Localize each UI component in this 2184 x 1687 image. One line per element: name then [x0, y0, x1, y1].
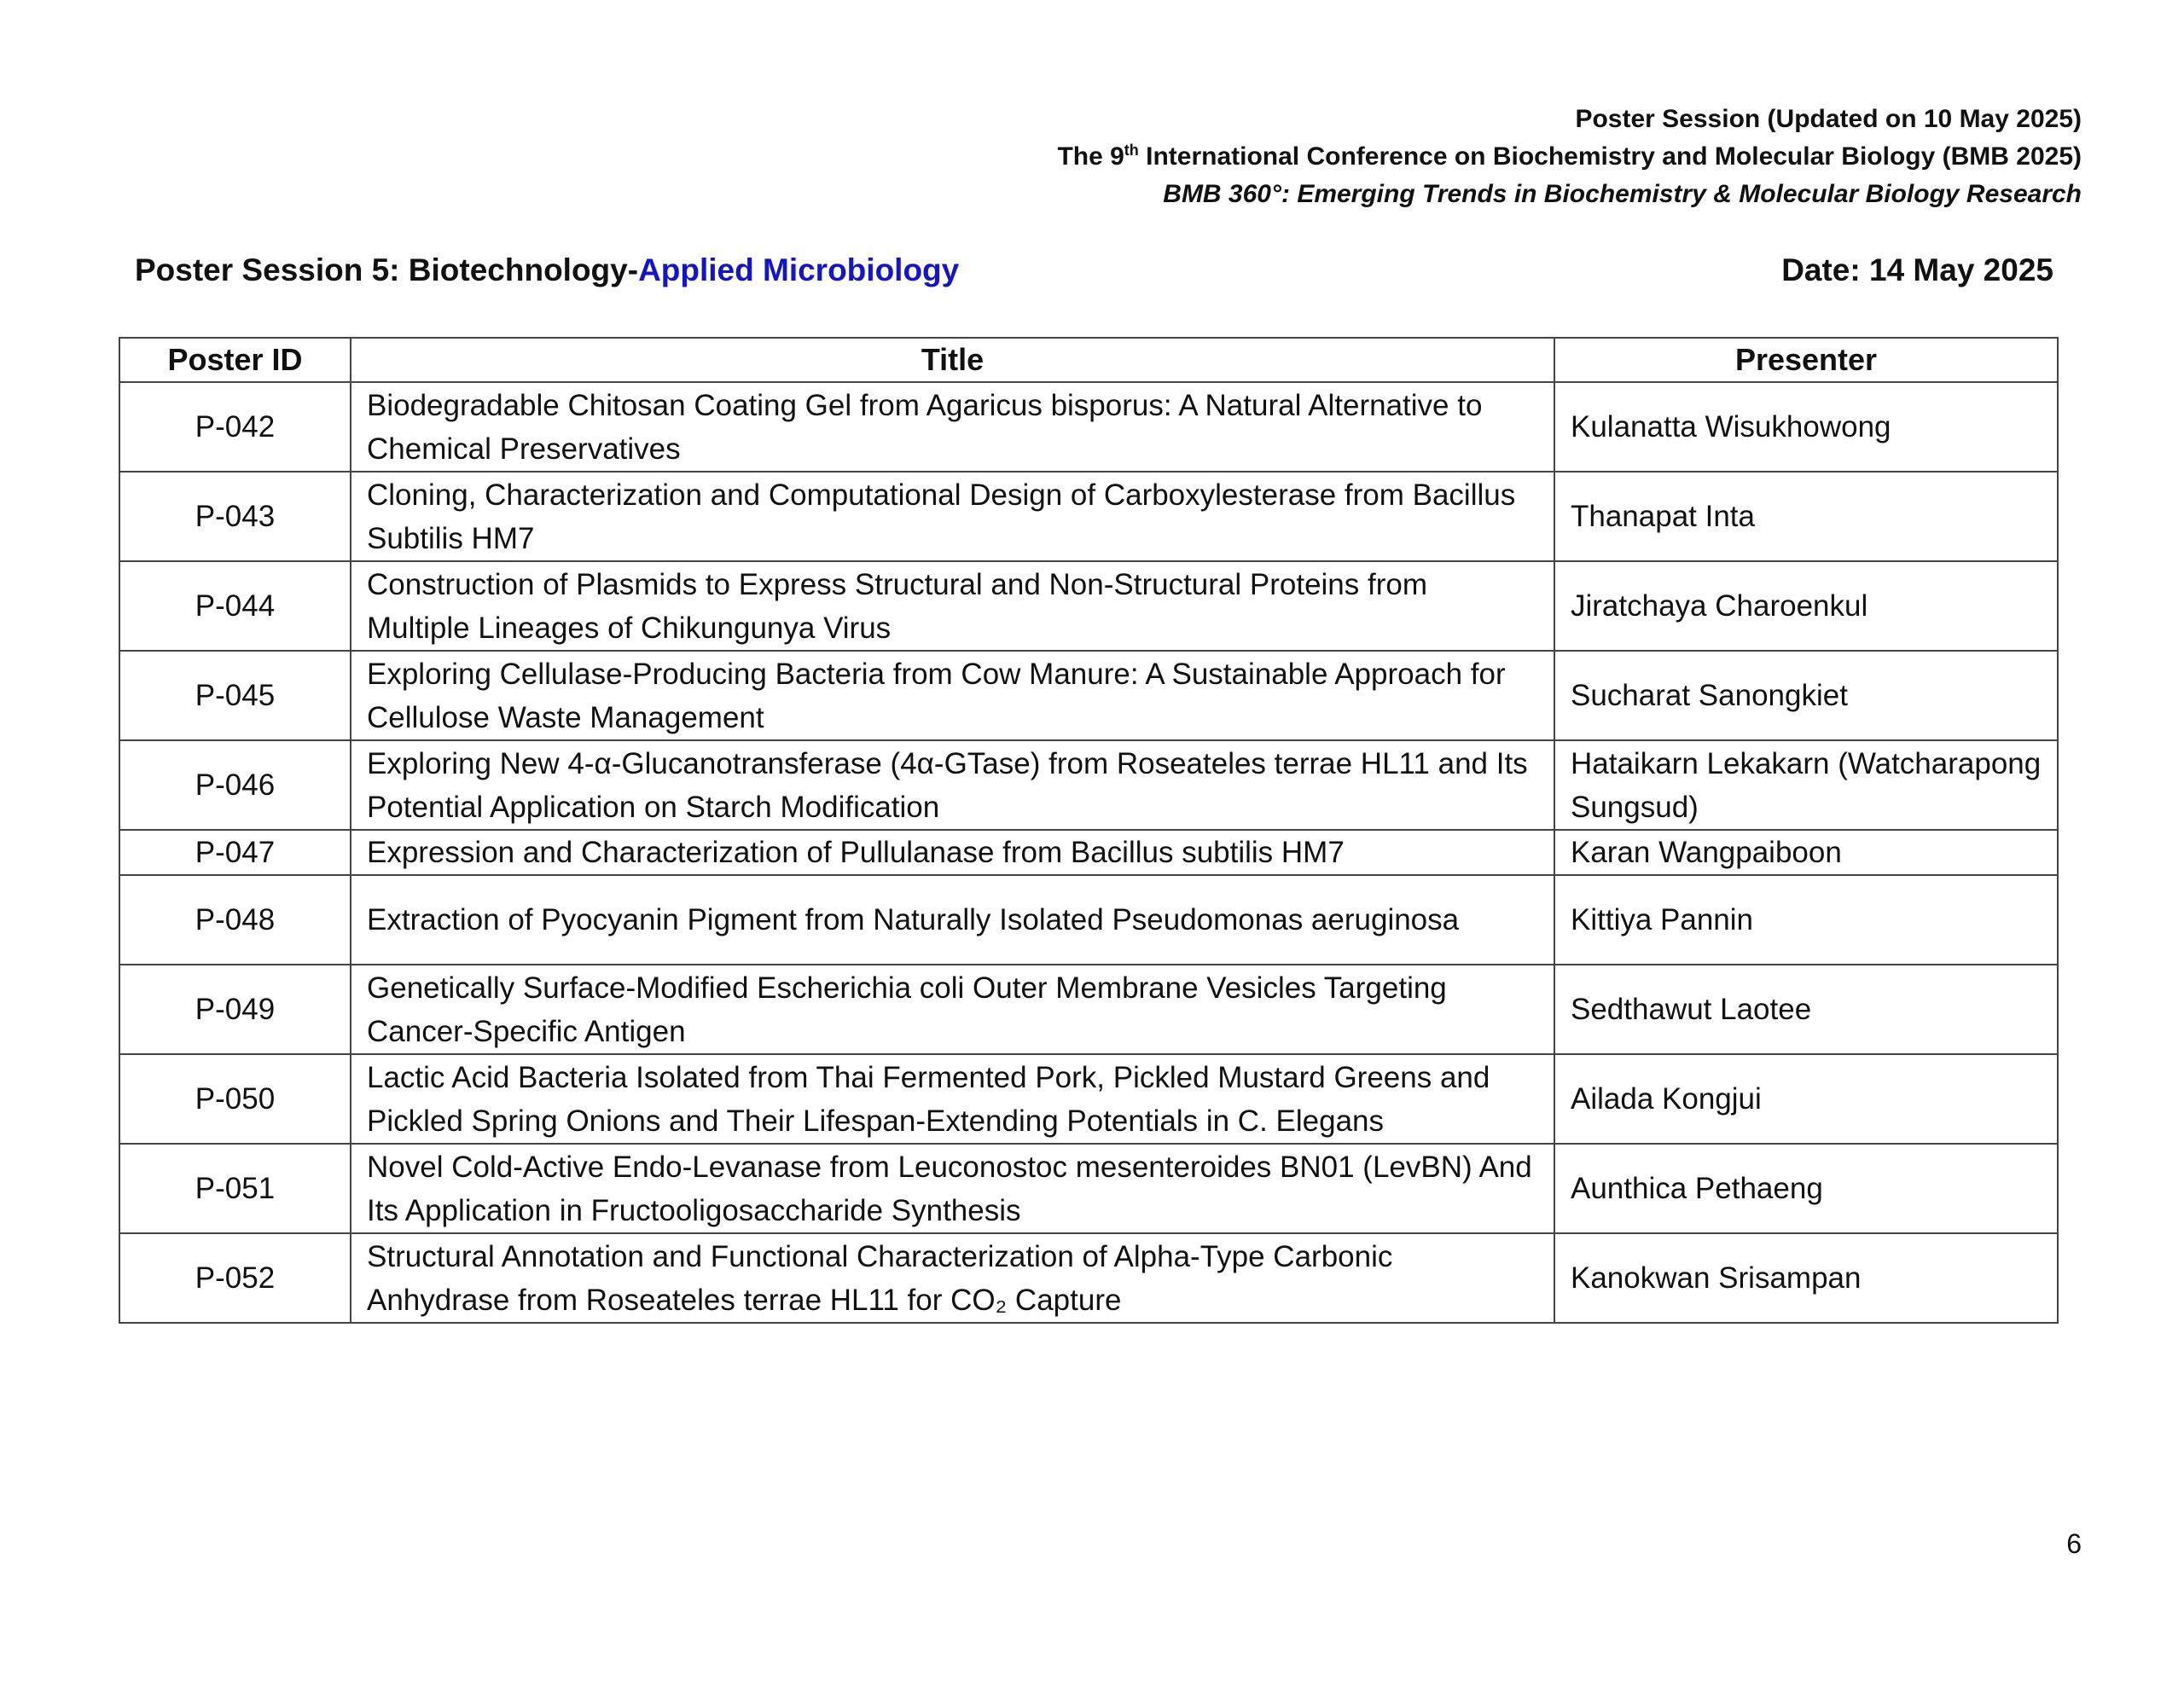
table-row: [119, 561, 2058, 651]
table-row: [119, 1144, 2058, 1233]
table-row: [119, 651, 2058, 740]
session-title: [135, 252, 959, 288]
poster-id-cell: P-050: [119, 1054, 351, 1144]
header-conference-suffix: International Conference on Biochemistry and Molecular Biology (BMB 2025): [1138, 142, 2082, 171]
poster-id-cell: P-052: [119, 1233, 351, 1323]
poster-title-cell: Expression and Characterization of Pullulanase from Bacillus subtilis HM7: [351, 830, 1554, 875]
table-row: [119, 1233, 2058, 1323]
poster-id-cell: P-045: [119, 651, 351, 740]
poster-title-cell: Construction of Plasmids to Express Structural and Non-Structural Proteins from Multiple Lineages of Chikungunya Virus: [351, 561, 1554, 651]
column-header-poster-id: Poster ID: [119, 338, 351, 382]
document-header: [1057, 101, 2082, 213]
poster-title-cell: Extraction of Pyocyanin Pigment from Naturally Isolated Pseudomonas aeruginosa: [351, 875, 1554, 965]
presenter-cell: Aunthica Pethaeng: [1554, 1144, 2058, 1233]
poster-id-cell: P-051: [119, 1144, 351, 1233]
poster-id-cell: P-048: [119, 875, 351, 965]
poster-schedule-table: [119, 337, 2059, 1324]
presenter-cell: Karan Wangpaiboon: [1554, 830, 2058, 875]
presenter-cell: Ailada Kongjui: [1554, 1054, 2058, 1144]
poster-title-cell: Novel Cold-Active Endo-Levanase from Leuconostoc mesenteroides BN01 (LevBN) And Its Application in Fructooligosaccharide Synthesis: [351, 1144, 1554, 1233]
presenter-cell: Thanapat Inta: [1554, 472, 2058, 561]
table-row: [119, 1054, 2058, 1144]
header-conference-theme: BMB 360°: Emerging Trends in Biochemistry & Molecular Biology Research: [1163, 180, 2082, 208]
table-row: [119, 965, 2058, 1054]
poster-title-cell: Cloning, Characterization and Computational Design of Carboxylesterase from Bacillus Subtilis HM7: [351, 472, 1554, 561]
table-row: [119, 740, 2058, 830]
poster-title-cell: Exploring New 4-α-Glucanotransferase (4α-GTase) from Roseateles terrae HL11 and Its Potential Application on Starch Modification: [351, 740, 1554, 830]
column-header-title: Title: [351, 338, 1554, 382]
table-row: [119, 382, 2058, 472]
poster-title-cell: Genetically Surface-Modified Escherichia coli Outer Membrane Vesicles Targeting Cancer-Specific Antigen: [351, 965, 1554, 1054]
poster-title-cell: Structural Annotation and Functional Characterization of Alpha-Type Carbonic Anhydrase from Roseateles terrae HL11 for CO₂ Capture: [351, 1233, 1554, 1323]
header-session-update: Poster Session (Updated on 10 May 2025): [1575, 105, 2082, 133]
presenter-cell: Sedthawut Laotee: [1554, 965, 2058, 1054]
table-row: [119, 472, 2058, 561]
table-row: [119, 830, 2058, 875]
session-title-prefix: Poster Session 5: Biotechnology-: [135, 252, 639, 287]
poster-title-cell: Biodegradable Chitosan Coating Gel from Agaricus bisporus: A Natural Alternative to Chemical Preservatives: [351, 382, 1554, 472]
header-conference-prefix: The 9: [1057, 142, 1124, 171]
poster-id-cell: P-049: [119, 965, 351, 1054]
poster-id-cell: P-047: [119, 830, 351, 875]
presenter-cell: Jiratchaya Charoenkul: [1554, 561, 2058, 651]
column-header-presenter: Presenter: [1554, 338, 2058, 382]
session-date: Date: 14 May 2025: [1781, 252, 2053, 287]
header-conference-name: [1057, 138, 2082, 176]
table-header-row: [119, 338, 2058, 382]
presenter-cell: Hataikarn Lekakarn (Watcharapong Sungsud): [1554, 740, 2058, 830]
presenter-cell: Kanokwan Srisampan: [1554, 1233, 2058, 1323]
table-row: [119, 875, 2058, 965]
poster-id-cell: P-044: [119, 561, 351, 651]
poster-id-cell: P-046: [119, 740, 351, 830]
session-title-highlight: Applied Microbiology: [638, 252, 960, 287]
poster-title-cell: Exploring Cellulase-Producing Bacteria from Cow Manure: A Sustainable Approach for Cellulose Waste Management: [351, 651, 1554, 740]
poster-id-cell: P-042: [119, 382, 351, 472]
presenter-cell: Kittiya Pannin: [1554, 875, 2058, 965]
presenter-cell: Sucharat Sanongkiet: [1554, 651, 2058, 740]
presenter-cell: Kulanatta Wisukhowong: [1554, 382, 2058, 472]
poster-id-cell: P-043: [119, 472, 351, 561]
page-number: 6: [2066, 1528, 2082, 1559]
header-ordinal-suffix: th: [1124, 142, 1139, 159]
poster-title-cell: Lactic Acid Bacteria Isolated from Thai Fermented Pork, Pickled Mustard Greens and Pickled Spring Onions and Their Lifespan-Extending Potentials in C. Elegans: [351, 1054, 1554, 1144]
